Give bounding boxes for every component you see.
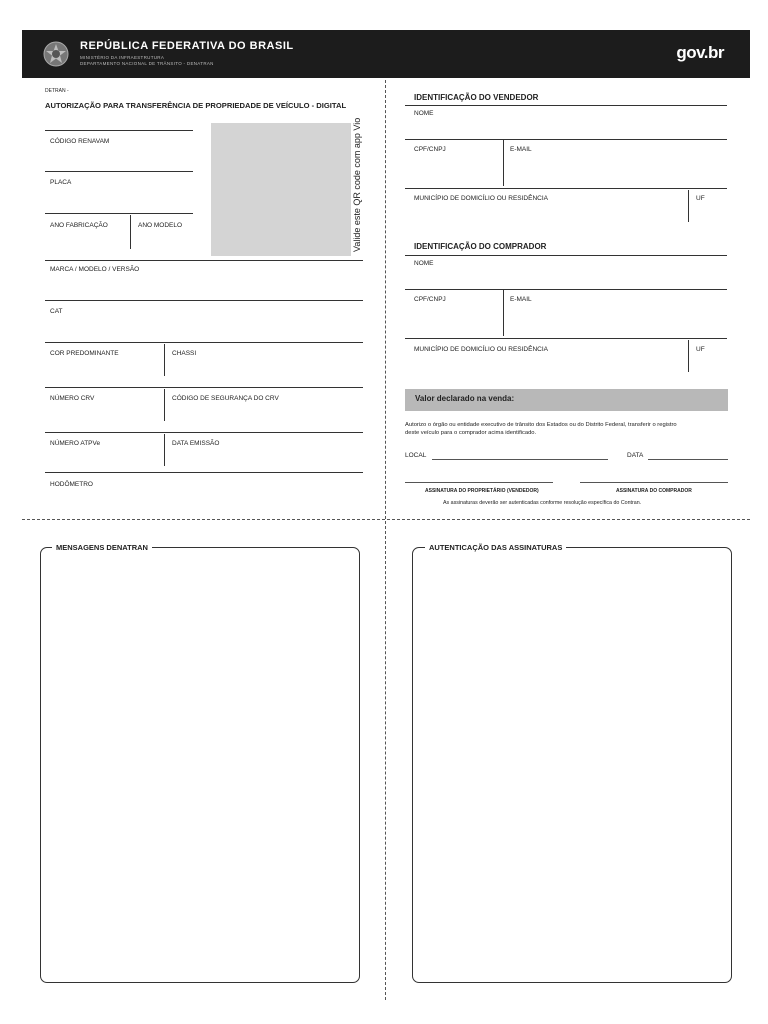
govbr-logo: gov.br xyxy=(676,43,724,62)
divider xyxy=(45,472,363,473)
authentication-note: As assinaturas deverão ser autenticadas conforme resolução específica do Contran. xyxy=(443,500,642,506)
codigo-seguranca-label: CÓDIGO DE SEGURANÇA DO CRV xyxy=(172,395,279,402)
ministry-subtitle: MINISTÉRIO DA INFRAESTRUTURA xyxy=(80,55,165,60)
mensagens-denatran-box xyxy=(40,547,360,983)
divider xyxy=(688,340,689,372)
local-label: LOCAL xyxy=(405,452,427,459)
renavam-label: CÓDIGO RENAVAM xyxy=(50,138,110,145)
divider xyxy=(164,434,165,466)
republic-title: REPÚBLICA FEDERATIVA DO BRASIL xyxy=(80,40,294,52)
divider xyxy=(130,215,131,249)
divider xyxy=(503,140,504,186)
owner-signature-label: ASSINATURA DO PROPRIETÁRIO (VENDEDOR) xyxy=(425,488,539,494)
buyer-municipio-label: MUNICÍPIO DE DOMICÍLIO OU RESIDÊNCIA xyxy=(414,346,548,353)
divider xyxy=(405,105,727,106)
buyer-signature-label: ASSINATURA DO COMPRADOR xyxy=(616,488,692,494)
divider xyxy=(164,344,165,376)
numero-atpve-label: NÚMERO ATPVe xyxy=(50,440,101,447)
divider xyxy=(405,338,727,339)
vertical-cut-line xyxy=(385,80,386,1000)
authorization-text-line1: Autorizo o órgão ou entidade executivo de trânsito dos Estados ou do Distrito Federal, transferir o registro xyxy=(405,422,677,428)
seller-nome-label: NOME xyxy=(414,110,434,117)
divider xyxy=(405,289,727,290)
divider xyxy=(45,387,363,388)
chassi-label: CHASSI xyxy=(172,350,197,357)
data-field-line xyxy=(648,459,728,460)
declared-value-bar xyxy=(405,389,728,411)
hodometro-label: HODÔMETRO xyxy=(50,481,93,488)
brazil-coat-of-arms-icon xyxy=(42,40,70,68)
divider xyxy=(45,300,363,301)
ano-modelo-label: ANO MODELO xyxy=(138,222,183,229)
buyer-cpf-label: CPF/CNPJ xyxy=(414,296,446,303)
qr-validation-text: Valide este QR code com app Vio xyxy=(352,117,362,252)
buyer-email-label: E-MAIL xyxy=(510,296,532,303)
divider xyxy=(45,213,193,214)
buyer-nome-label: NOME xyxy=(414,260,434,267)
horizontal-cut-line xyxy=(22,519,750,520)
cat-label: CAT xyxy=(50,308,63,315)
buyer-uf-label: UF xyxy=(696,346,705,353)
declared-value-label: Valor declarado na venda: xyxy=(415,394,515,403)
autenticacao-assinaturas-title: AUTENTICAÇÃO DAS ASSINATURAS xyxy=(425,543,566,552)
placa-label: PLACA xyxy=(50,179,72,186)
divider xyxy=(503,290,504,336)
seller-cpf-label: CPF/CNPJ xyxy=(414,146,446,153)
divider xyxy=(164,389,165,421)
authorization-text-line2: deste veículo para o comprador acima identificado. xyxy=(405,430,537,436)
seller-email-label: E-MAIL xyxy=(510,146,532,153)
cor-label: COR PREDOMINANTE xyxy=(50,350,119,357)
numero-crv-label: NÚMERO CRV xyxy=(50,395,95,402)
divider xyxy=(45,171,193,172)
divider xyxy=(45,260,363,261)
data-emissao-label: DATA EMISSÃO xyxy=(172,440,220,447)
buyer-signature-line xyxy=(580,482,728,483)
buyer-section-title: IDENTIFICAÇÃO DO COMPRADOR xyxy=(414,242,547,251)
divider xyxy=(405,255,727,256)
qr-code-area xyxy=(211,123,351,256)
marca-label: MARCA / MODELO / VERSÃO xyxy=(50,266,140,273)
header-band xyxy=(22,30,750,78)
divider xyxy=(405,139,727,140)
divider xyxy=(45,342,363,343)
seller-municipio-label: MUNICÍPIO DE DOMICÍLIO OU RESIDÊNCIA xyxy=(414,195,548,202)
divider xyxy=(405,188,727,189)
department-subtitle: DEPARTAMENTO NACIONAL DE TRÂNSITO - DENATRAN xyxy=(80,61,214,66)
seller-uf-label: UF xyxy=(696,195,705,202)
autenticacao-assinaturas-box xyxy=(412,547,732,983)
mensagens-denatran-title: MENSAGENS DENATRAN xyxy=(52,543,152,552)
data-label: DATA xyxy=(627,452,644,459)
seller-section-title: IDENTIFICAÇÃO DO VENDEDOR xyxy=(414,93,539,102)
owner-signature-line xyxy=(405,482,553,483)
agency-label: DETRAN - xyxy=(45,88,69,94)
local-field-line xyxy=(432,459,608,460)
form-title: AUTORIZAÇÃO PARA TRANSFERÊNCIA DE PROPRIEDADE DE VEÍCULO - DIGITAL xyxy=(45,101,347,110)
ano-fabricacao-label: ANO FABRICAÇÃO xyxy=(50,222,108,229)
divider xyxy=(45,432,363,433)
divider xyxy=(45,130,193,131)
divider xyxy=(688,190,689,222)
